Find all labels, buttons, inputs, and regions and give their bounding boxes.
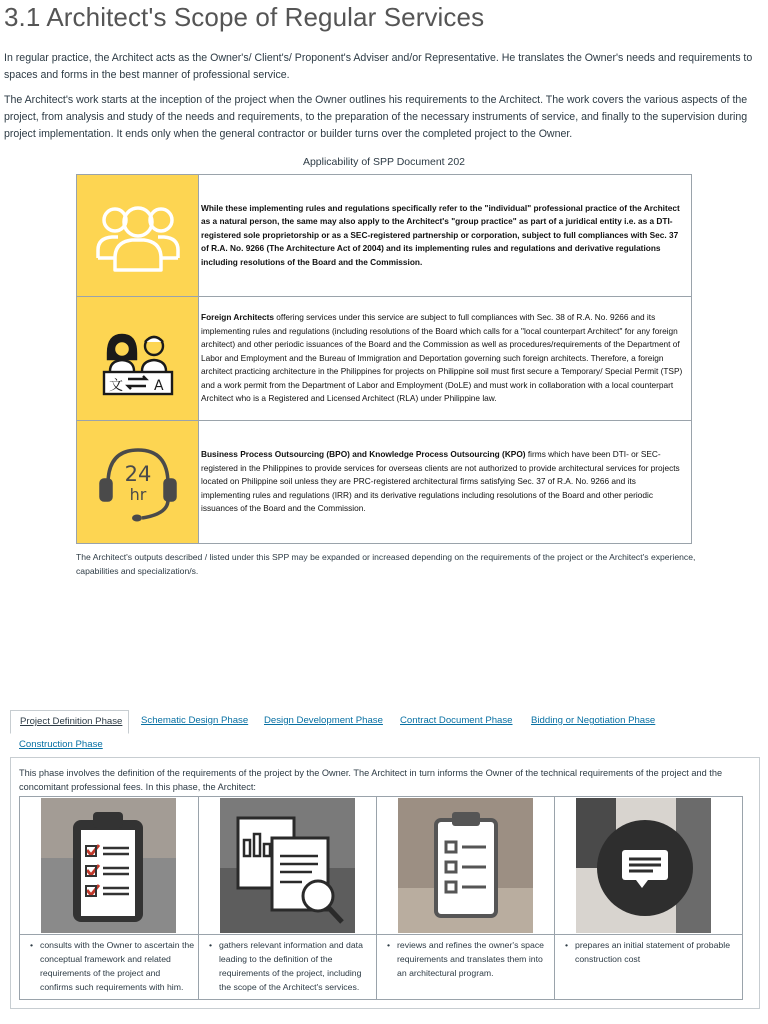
page-title: 3.1 Architect's Scope of Regular Services — [4, 2, 485, 32]
applicability-row — [77, 175, 691, 297]
applicability-text — [201, 297, 691, 420]
activity-text: • gathers relevant information and data leading to the definition of the requirements of the project, including the scope of the Architect's services. — [199, 934, 376, 994]
clipboard-checklist-icon — [41, 798, 176, 933]
row-text: While these implementing rules and regulations specifically refer to the "individual" professional practice of the Architect as a natural person, the same may also apply to the Architect's "group practice" as part of a juridical entity i.e. as a DTI-registered sole proprietorship or as a SEC-registered partnership or corporation, subject to full compliances with Sec. 37 of R.A. No. 9266 (The Architecture Act of 2004) and its implementing rules and regulations and derivative regulations including resolutions of the Board and the Commission. — [201, 202, 680, 267]
applicability-row — [77, 297, 691, 421]
phase-activity — [377, 797, 555, 999]
clipboard-list-icon — [398, 798, 533, 933]
tab-construction-phase[interactable]: Construction Phase — [19, 739, 103, 750]
row-text: firms which have been DTI- or SEC-registered in the Philippines to provide services for overseas clients are not authorized to provide architectural services for projects located on Philippine soil unless they are PRC-registered architectural firms satisfying Sec. 37 of R.A. No. 9266 and its implementing rules and regulations (IRR) and its derivative regulations including resolutions of the Board and other periodic issuances of the Board and the Commission. — [201, 449, 680, 514]
row-text: offering services under this service are subject to full compliances with Sec. 38 of R.A. No. 9266 and its implementing rules and regulations (including resolutions of the Board which calls for a "local counterpart Architect" for any foreign architect) and other periodic issuances of the Board and the Commission as well as procedures/requirements of the Department of Labor and Employment and the Bureau of Immigration and Deportation governing such foreign architects. Therefore, a foreign architect practicing architecture in the Philippines for projects on Philippine soil must first secure a Temporary/ Special Permit (TSP) and a work permit from the Department of Labor and Employment (DoLE) and must work in collaboration with a local counterpart Architect who is a Registered and Licensed Architect (RLA) under Philippine law. — [201, 311, 683, 404]
applicability-text — [201, 175, 691, 296]
row-lead: Foreign Architects — [201, 311, 274, 322]
table-note: The Architect's outputs described / listed under this SPP may be expanded or increased depending on the requirements of the project or the Architect's experience, capabilities and specialization/s. — [76, 552, 696, 576]
activity-text: • consults with the Owner to ascertain the conceptual framework and related requirements of the project and confirms such requirements with him. — [20, 934, 198, 994]
message-bubble-icon — [576, 798, 711, 933]
activity-text: • prepares an initial statement of probable construction cost — [555, 934, 742, 966]
icon-glyph-left: 文 — [108, 377, 123, 394]
table-caption: Applicability of SPP Document 202 — [302, 156, 466, 168]
tab-project-definition-phase[interactable]: Project Definition Phase — [10, 710, 129, 734]
tab-design-development-phase[interactable]: Design Development Phase — [264, 715, 383, 726]
phase-tabs — [10, 710, 760, 758]
tab-bidding-or-negotiation-phase[interactable]: Bidding or Negotiation Phase — [531, 715, 656, 726]
panel-intro: This phase involves the definition of the requirements of the project by the Owner. The Architect in turn informs the Owner of the technical requirements of the project and the concomitant professional fees. In this phase, the Architect: — [19, 768, 723, 792]
icon-hr-label: hr — [129, 485, 146, 504]
applicability-table — [76, 174, 692, 544]
applicability-row — [77, 421, 691, 543]
icon-glyph-right: A — [153, 377, 164, 394]
intro-paragraph-1: In regular practice, the Architect acts as the Owner's/ Client's/ Proponent's Adviser and/or Representative. He translates the Owner's needs and requirements to spaces and forms in the best manner of professional service. — [4, 52, 753, 81]
group-of-people-icon — [77, 175, 199, 296]
phase-activity — [199, 797, 377, 999]
phase-activity — [20, 797, 199, 999]
documents-magnifier-icon — [220, 798, 355, 933]
icon-24-label: 24 — [124, 462, 151, 486]
tab-schematic-design-phase[interactable]: Schematic Design Phase — [141, 715, 249, 726]
phase-activity — [555, 797, 742, 999]
translator-people-icon — [77, 297, 199, 420]
row-lead: Business Process Outsourcing (BPO) and Knowledge Process Outsourcing (KPO) — [201, 449, 526, 460]
intro-paragraph-2: The Architect's work starts at the inception of the project when the Owner outlines his requirements to the Architect. The work covers the various aspects of the project, from analysis and study of the needs and requirements, to the preparation of the necessary instruments of service, and finally to the supervision during project implementation. It ends only when the general contractor or builder turns over the completed project to the Owner. — [4, 94, 748, 140]
tab-panel — [10, 757, 760, 1009]
applicability-text — [201, 421, 691, 543]
24hr-headset-icon — [77, 421, 199, 543]
tab-contract-document-phase[interactable]: Contract Document Phase — [400, 715, 513, 726]
activity-text: • reviews and refines the owner's space requirements and translates them into an architectural program. — [377, 934, 554, 980]
phase-activities-table — [19, 796, 743, 1000]
